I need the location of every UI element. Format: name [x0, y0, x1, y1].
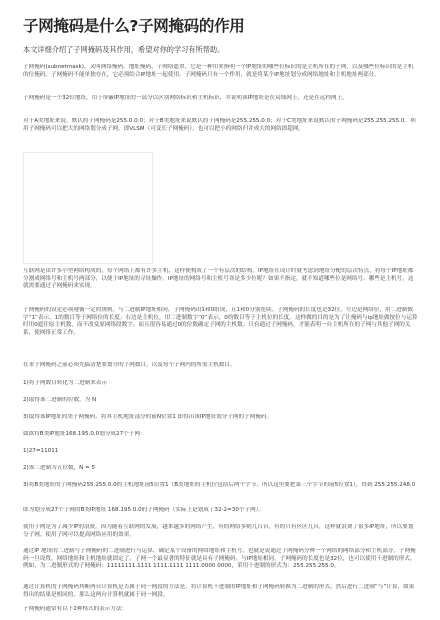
paragraph-prerequisite: 在求子网掩码之前必须先搞清楚要划分的子网数目，以及每个子网内的所需主机数目。 — [23, 362, 236, 368]
paragraph-formats: 子网掩码通常有以下2种格式的表示方法： — [23, 606, 128, 612]
paragraph-default-masks: 对于A类地址来说，默认的子网掩码是255.0.0.0；对于B类地址来说默认的子网掩码是255.255.0.0；对于C类地址来说默认的子网掩码是255.255.255.0。利用子网掩码可以把大的网络划分成子网，即VLSM（可变长子网掩码），也可以把小的网络归并成大的网络即超网。 — [23, 118, 416, 132]
example-intro: 如欲将B类IP地址168.195.0.0划分成27个子网： — [23, 431, 146, 437]
paragraph-32bit: 子网掩码是一个32位地址，用于屏蔽IP地址的一部分以区别网络标识和主机标识，并说明该IP地址是在局域网上，还是在远程网上。 — [23, 95, 348, 101]
example-step-2: 2)该二进制为五位数，N = 5 — [23, 465, 96, 471]
example-result: 即为划分成27个子网的B类IP地址 168.195.0.0的子网掩码（实际上是划成了32-2=30个子网）。 — [23, 507, 265, 513]
example-step-3: 3)将B类地址的子网掩码255.255.0.0的主机地址前5位置1（B类地址的主机位包括后两个字节，所以这里要把第三个字节的前5位置1），得到 255.255.248.0 — [23, 482, 416, 488]
step-3: 3)取得该IP地址的类子网掩码，将其主机地址部分的前N位置1 即得出该IP地址划分子网的子网掩码。 — [23, 414, 273, 420]
paragraph-internet: 互联网是由许多小型网络构成的，每个网络上都有许多主机，这样便构成了一个有层次的结构。IP地址在设计时就考虑到地址分配的层次特点，将每个IP地址都分割成网络号和主机号两部分，以便于IP地址的寻址操作。IP地址的网络号和主机号各是多少位呢？如果不指定，就不知道哪些位是网络号、哪些是主机号，这就需要通过子网掩码来实现。 — [23, 268, 414, 290]
paragraph-purpose: 使用子网是为了减少IP的浪费。因为随着互联网的发展，越来越多的网络产生，有的网络多则几百台，有的只有区区几台，这样就浪费了很多IP地址，所以要划分子网。使用子网可以提高网络应用的效率。 — [23, 524, 414, 538]
step-1: 1)将子网数目转化为二进制来表示 — [23, 380, 108, 386]
step-2: 2)取得该二进制的位数，为 N — [23, 397, 97, 403]
example-step-1: 1)27=11011 — [23, 448, 59, 454]
article-figure — [23, 152, 153, 264]
paragraph-same-segment: 通过计算机的子网掩码判断两台计算机是否属于同一网段的方法是，将计算机十进制的IP地址和子网掩码转换为二进制的形式，然后进行二进制“与”计算，如果得出的结果是相同的，那么这两台计算机就属于同一网段。 — [23, 584, 415, 598]
paragraph-definition: 子网掩码(subnetmask)，又叫网络掩码、地址掩码、子网络遮罩，它是一种用来指明一个IP地址的哪些位标识的是主机所在的子网，以及哪些位标识的是主机的位掩码。子网掩码不能单独存在，它必须结合IP地址一起使用。子网掩码只有一个作用，就是将某个IP地址划分成网络地址和主机地址两部分。 — [23, 64, 414, 78]
paragraph-intro: 本文详细介绍了子网掩码及其作用，希望对你的学习有所帮助。 — [23, 45, 225, 54]
paragraph-rules: 子网掩码的设定必须遵循一定的规则。与二进制IP地址相同，子网掩码由1和0组成，且1和0分别连续。子网掩码的长度也是32位，左边是网络位，用二进制数字“1”表示，1的数目等于网络位的长度；右边是主机位，用二进制数字“0”表示，0的数目等于主机位的长度。这样做的目的是为了让掩码与ip地址做按位与运算时用0遮住原主机数，而不改变原网络段数字，而且很容易通过0的位数确定子网的主机数。只有通过子网掩码，才能表明一台主机所在的子网与其他子网的关系，使网络正常工作。 — [23, 307, 418, 337]
paragraph-and-operation: 通过IP 地址的二进制与子网掩码的二进制进行与运算，确定某个设备的网络地址和主机号，也就是说通过子网掩码分辨一个网络的网络部分和主机部分。子网掩码一旦设置，网络地址和主机地址就固定了。子网一个最显著的特征就是具有子网掩码。与IP地址相同，子网掩码的长度也是32位，也可以使用十进制的形式。例如，为二进制形式的子网掩码：11111111.1111 1111.1111 1111.0000 0000，采用十进制的形式为：255.255.255.0。 — [23, 548, 416, 570]
article-title: 子网掩码是什么?子网掩码的作用 — [23, 17, 245, 35]
